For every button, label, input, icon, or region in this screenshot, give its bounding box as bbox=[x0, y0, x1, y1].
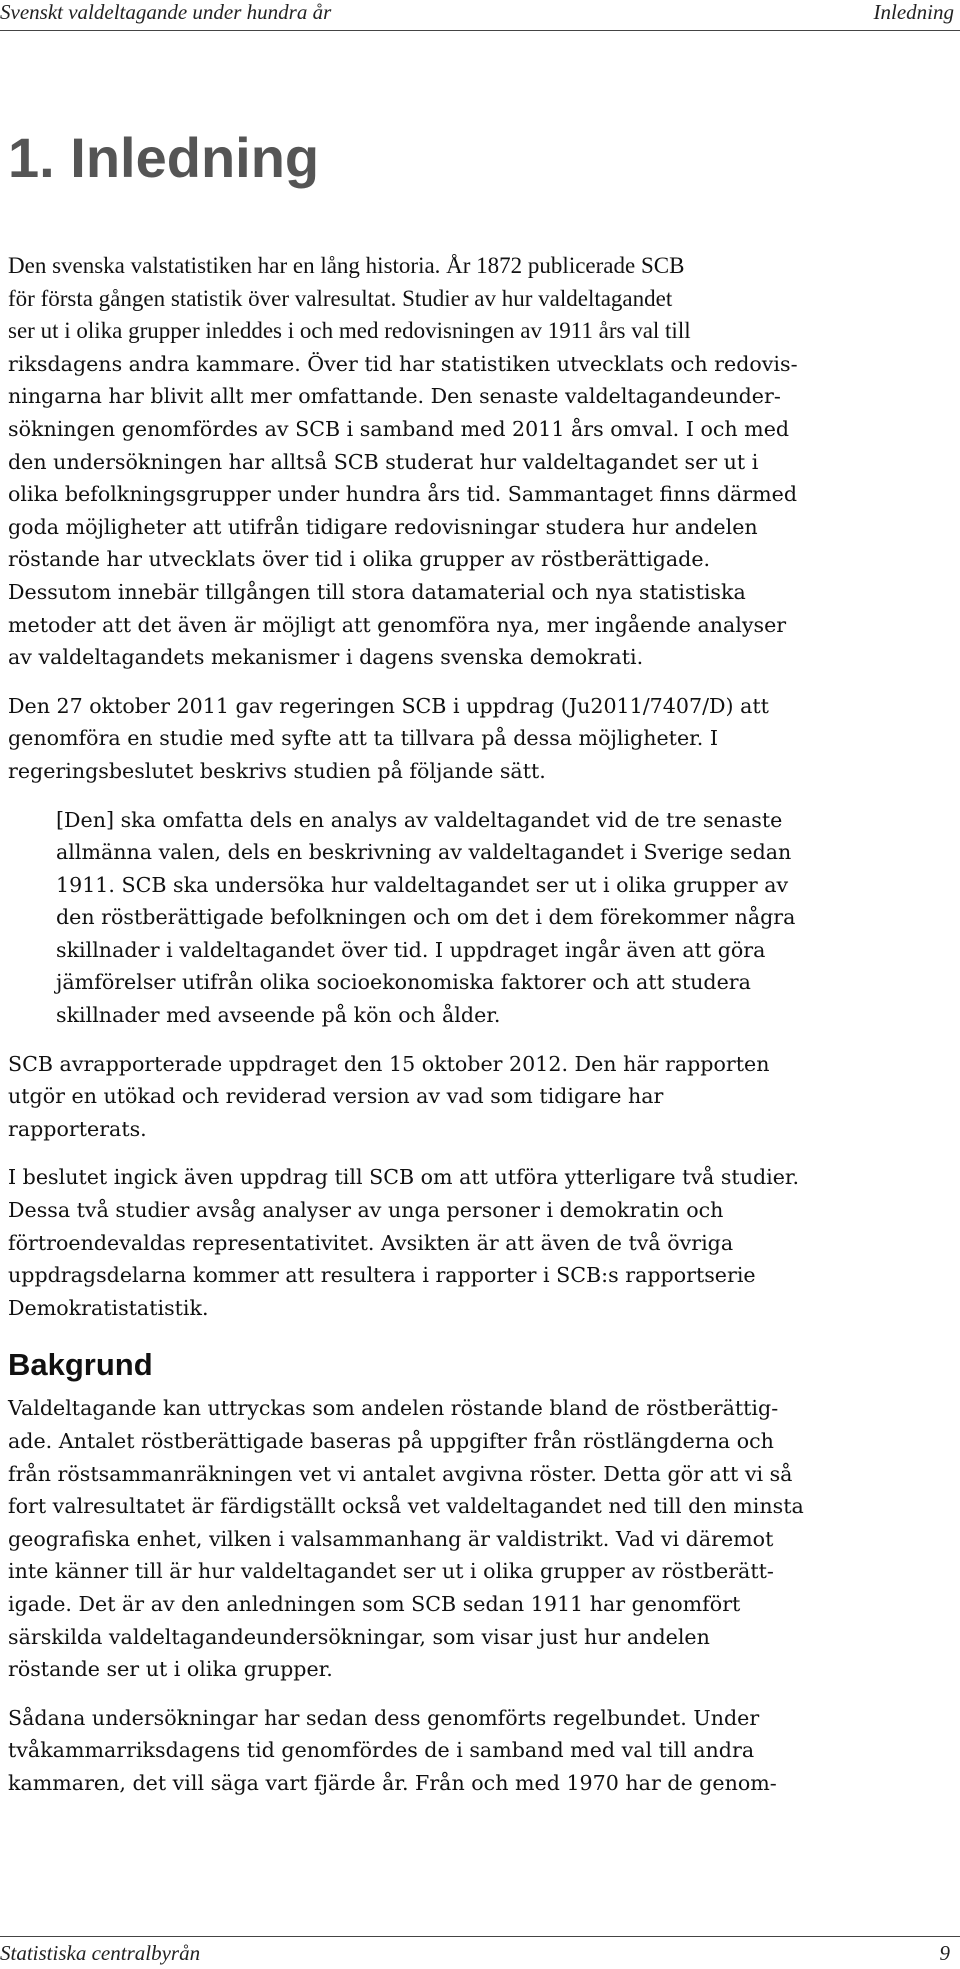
text-line: Den 27 oktober 2011 gav regeringen SCB i uppdrag (Ju2011/7407/D) att bbox=[8, 693, 769, 718]
paragraph-background bbox=[8, 1392, 948, 1685]
text-line: ningarna har blivit allt mer omfattande. Den senaste valdeltagandeunder- bbox=[8, 384, 781, 409]
text-line: regeringsbeslutet beskrivs studien på följande sätt. bbox=[8, 758, 546, 783]
paragraph-report-date bbox=[8, 1048, 948, 1146]
text-line: Demokratistatistik. bbox=[8, 1295, 209, 1320]
text-line: sökningen genomfördes av SCB i samband med 2011 års omval. I och med bbox=[8, 416, 790, 441]
text-line: SCB avrapporterade uppdraget den 15 oktober 2012. Den här rapporten bbox=[8, 1051, 770, 1076]
text-line: riksdagens andra kammare. Över tid har statistiken utvecklats och redovis- bbox=[8, 351, 798, 376]
text-line: ade. Antalet röstberättigade baseras på uppgifter från röstlängderna och bbox=[8, 1429, 774, 1453]
text-line: tvåkammarriksdagens tid genomfördes de i samband med val till andra bbox=[8, 1738, 755, 1763]
text-line: Sådana undersökningar har sedan dess genomförts regelbundet. Under bbox=[8, 1705, 760, 1730]
text-line: av valdeltagandets mekanismer i dagens svenska demokrati. bbox=[8, 645, 644, 670]
text-line: Dessutom innebär tillgången till stora datamaterial och nya statistiska bbox=[8, 579, 746, 604]
running-header bbox=[0, 0, 960, 31]
header-chapter-name: Inledning bbox=[873, 0, 954, 24]
text-line: Valdeltagande kan uttryckas som andelen röstande bland de röstberättig- bbox=[8, 1396, 779, 1421]
text-line: från röstsammanräkningen vet vi antalet avgivna röster. Detta gör att vi så bbox=[8, 1461, 793, 1486]
text-line: Den svenska valstatistiken har en lång historia. År 1872 publicerade SCB bbox=[8, 253, 685, 278]
block-quote bbox=[56, 804, 948, 1032]
section-heading: Bakgrund bbox=[8, 1347, 153, 1383]
text-line: kammaren, det vill säga vart fjärde år. Från och med 1970 har de genom- bbox=[8, 1770, 777, 1795]
quote-line: [Den] ska omfatta dels en analys av valdeltagandet vid de tre senaste bbox=[56, 807, 783, 832]
text-line: röstande ser ut i olika grupper. bbox=[8, 1657, 333, 1682]
running-footer bbox=[0, 1936, 960, 1967]
text-line: Dessa två studier avsåg analyser av unga personer i demokratin och bbox=[8, 1198, 724, 1223]
text-line: den undersökningen har alltså SCB studerat hur valdeltagandet ser ut i bbox=[8, 449, 759, 474]
quote-line: allmänna valen, dels en beskrivning av valdeltagandet i Sverige sedan bbox=[56, 840, 792, 865]
text-line: ser ut i olika grupper inleddes i och med redovisningen av 1911 års val till bbox=[8, 318, 691, 344]
quote-line: skillnader i valdeltagandet över tid. I uppdraget ingår även att göra bbox=[56, 937, 766, 962]
paragraph-further-studies bbox=[8, 1161, 948, 1324]
paragraph-assignment bbox=[8, 690, 948, 788]
paragraph-intro bbox=[8, 250, 948, 674]
text-line: inte känner till är hur valdeltagandet ser ut i olika grupper av röstberätt- bbox=[8, 1559, 774, 1584]
quote-line: skillnader med avseende på kön och ålder. bbox=[56, 1003, 501, 1028]
body-content bbox=[8, 250, 948, 1816]
quote-line: 1911. SCB ska undersöka hur valdeltagandet ser ut i olika grupper av bbox=[56, 872, 789, 897]
text-line: uppdragsdelarna kommer att resultera i rapporter i SCB:s rapportserie bbox=[8, 1263, 756, 1288]
text-line: särskilda valdeltagandeundersökningar, som visar just hur andelen bbox=[8, 1624, 710, 1649]
text-line: metoder att det även är möjligt att genomföra nya, mer ingående analyser bbox=[8, 612, 787, 637]
text-line: goda möjligheter att utifrån tidigare redovisningar studera hur andelen bbox=[8, 514, 758, 539]
paragraph-regular-surveys bbox=[8, 1702, 948, 1800]
quote-line: den röstberättigade befolkningen och om det i dem förekommer några bbox=[56, 905, 796, 930]
text-line: röstande har utvecklats över tid i olika grupper av röstberättigade. bbox=[8, 547, 711, 572]
text-line: genomföra en studie med syfte att ta tillvara på dessa möjligheter. I bbox=[8, 726, 718, 751]
footer-publisher: Statistiska centralbyrån bbox=[0, 1941, 201, 1965]
chapter-title: 1. Inledning bbox=[8, 126, 320, 189]
text-line: igade. Det är av den anledningen som SCB sedan 1911 har genomfört bbox=[8, 1591, 741, 1616]
text-line: förtroendevaldas representativitet. Avsikten är att även de två övriga bbox=[8, 1230, 734, 1255]
text-line: fort valresultatet är färdigställt också vet valdeltagandet ned till den minsta bbox=[8, 1494, 804, 1519]
text-line: rapporterats. bbox=[8, 1116, 147, 1141]
quote-line: jämförelser utifrån olika socioekonomiska faktorer och att studera bbox=[56, 970, 751, 995]
text-line: geografiska enhet, vilken i valsammanhang är valdistrikt. Vad vi däremot bbox=[8, 1526, 774, 1551]
text-line: utgör en utökad och reviderad version av vad som tidigare har bbox=[8, 1084, 664, 1109]
text-line: för första gången statistik över valresultat. Studier av hur valdeltagandet bbox=[8, 285, 673, 311]
page-number: 9 bbox=[939, 1941, 950, 1965]
text-line: I beslutet ingick även uppdrag till SCB om att utföra ytterligare två studier. bbox=[8, 1165, 800, 1190]
header-publication-title: Svenskt valdeltagande under hundra år bbox=[0, 0, 332, 24]
text-line: olika befolkningsgrupper under hundra års tid. Sammantaget finns därmed bbox=[8, 482, 798, 507]
